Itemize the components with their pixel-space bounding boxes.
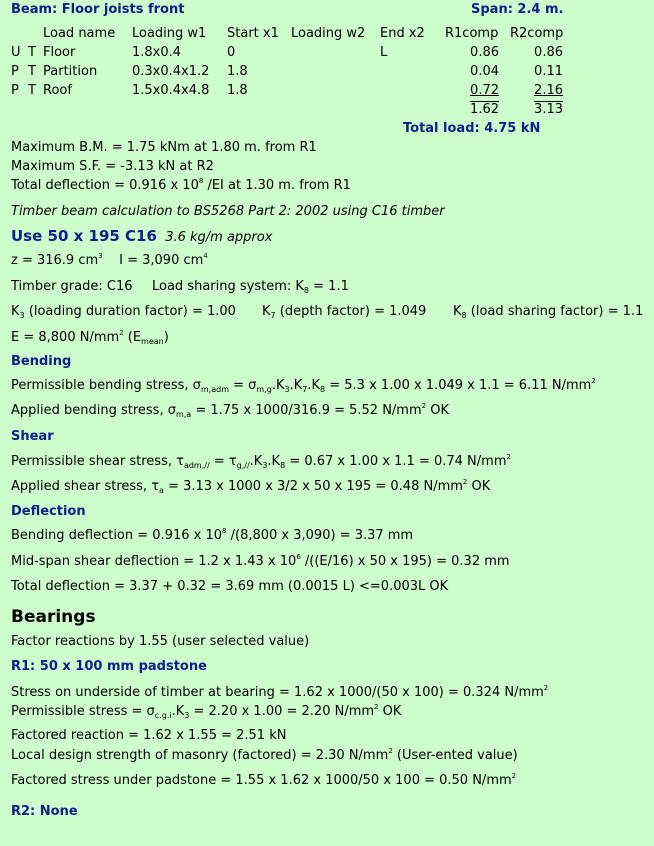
bending-deflection: Bending deflection = 0.916 x $10^8$ /(8,800 x 3,090) = 3.37 mm bbox=[11, 527, 414, 543]
total-r2: 3.13 bbox=[534, 102, 563, 117]
row-r1comp: 0.04 bbox=[470, 64, 499, 79]
timber-grade: Timber grade: C16 bbox=[11, 279, 133, 294]
factored-stress-padstone: Factored stress under padstone = 1.55 x 1.62 x 1000/50 x 100 = 0.50 $N/mm^2$ bbox=[11, 772, 517, 788]
use-section: Use 50 x 195 C16 3.6 kg/m approx bbox=[11, 227, 273, 245]
row-flag-2: T bbox=[28, 45, 36, 60]
col-header-end-x2: End x2 bbox=[380, 26, 425, 41]
row-load-name: Floor bbox=[43, 45, 76, 60]
applied-shear-stress: Applied shear stress, $\tau_a = 3.13$ x 1000 x 3/2 x 50 x 195 = 0.48 $N/mm^2$ OK bbox=[11, 478, 491, 495]
row-end-x2: L bbox=[380, 45, 388, 60]
beam-title: Beam: Floor joists front bbox=[11, 2, 185, 17]
section-properties: z = 316.9 $cm^3$ I = 3,090 $cm^4$ bbox=[11, 252, 208, 268]
k7-factor: $K_7$ (depth factor) = 1.049 bbox=[262, 304, 427, 320]
total-load: Total load: 4.75 kN bbox=[403, 121, 541, 136]
shear-deflection: Mid-span shear deflection = 1.2 x 1.43 x $10^6$ /((E/16) x 50 x 195) = 0.32 mm bbox=[11, 553, 510, 569]
row-flag-1: U bbox=[11, 45, 21, 60]
col-header-load-name: Load name bbox=[43, 26, 116, 41]
row-r1comp: 0.86 bbox=[470, 45, 499, 60]
max-bending-moment: Maximum B.M. = 1.75 kNm at 1.80 m. from R1 bbox=[11, 140, 317, 155]
row-load-name: Roof bbox=[43, 83, 72, 98]
row-start-x1: 1.8 bbox=[227, 64, 248, 79]
row-loading-w1: 1.5x0.4x4.8 bbox=[132, 83, 210, 98]
total-r1: 1.62 bbox=[470, 102, 499, 117]
factored-reaction: Factored reaction = 1.62 x 1.55 = 2.51 kN bbox=[11, 728, 287, 743]
bending-heading: Bending bbox=[11, 354, 72, 369]
factor-reactions: Factor reactions by 1.55 (user selected value) bbox=[11, 634, 310, 649]
permissible-shear-stress: Permissible shear stress, $\tau_{adm,//} = \tau_{g,//}.K_3.K_8 = 0.67$ x 1.00 x 1.1 = 0.74 $N/mm^2$ bbox=[11, 453, 511, 470]
row-flag-1: P bbox=[11, 64, 19, 79]
permissible-bearing-stress: Permissible stress = $\sigma_{c.g.i}.K_3 = 2.20$ x 1.00 = 2.20 $N/mm^2$ OK bbox=[11, 703, 402, 720]
col-header-start-x1: Start x1 bbox=[227, 26, 279, 41]
r1-padstone-heading: R1: 50 x 100 mm padstone bbox=[11, 659, 207, 674]
row-loading-w1: 0.3x0.4x1.2 bbox=[132, 64, 210, 79]
stress-underside-timber: Stress on underside of timber at bearing = 1.62 x 1000/(50 x 100) = 0.324 $N/mm^2$ bbox=[11, 684, 549, 700]
max-shear-force: Maximum S.F. = -3.13 kN at R2 bbox=[11, 159, 214, 174]
shear-heading: Shear bbox=[11, 429, 54, 444]
calc-title: Timber beam calculation to BS5268 Part 2: 2002 using C16 timber bbox=[11, 204, 445, 219]
r2-heading: R2: None bbox=[11, 804, 78, 819]
row-start-x1: 1.8 bbox=[227, 83, 248, 98]
span-label: Span: 2.4 m. bbox=[471, 2, 564, 17]
applied-bending-stress: Applied bending stress, $\sigma_{m,a} = 1.75$ x 1000/316.9 = 5.52 $N/mm^2$ OK bbox=[11, 402, 449, 419]
k8-factor: $K_8$ (load sharing factor) = 1.1 bbox=[453, 304, 644, 320]
row-flag-1: P bbox=[11, 83, 19, 98]
row-r2comp: 2.16 bbox=[534, 83, 563, 98]
row-start-x1: 0 bbox=[227, 45, 236, 60]
load-sharing-system: Load sharing system: $K_8 = 1.1$ bbox=[152, 279, 349, 295]
row-load-name: Partition bbox=[43, 64, 98, 79]
total-deflection-check: Total deflection = 3.37 + 0.32 = 3.69 mm (0.0015 L) <=0.003L OK bbox=[11, 579, 449, 594]
col-header-loading-w1: Loading w1 bbox=[132, 26, 207, 41]
row-loading-w1: 1.8x0.4 bbox=[132, 45, 182, 60]
row-flag-2: T bbox=[28, 83, 36, 98]
col-header-loading-w2: Loading w2 bbox=[291, 26, 366, 41]
row-r2comp: 0.11 bbox=[534, 64, 563, 79]
row-r2comp: 0.86 bbox=[534, 45, 563, 60]
col-header-r1comp: R1comp bbox=[445, 26, 499, 41]
col-header-r2comp: R2comp bbox=[510, 26, 564, 41]
k3-factor: $K_3$ (loading duration factor) = 1.00 bbox=[11, 304, 236, 320]
bearings-heading: Bearings bbox=[11, 607, 96, 627]
deflection-heading: Deflection bbox=[11, 504, 86, 519]
row-flag-2: T bbox=[28, 64, 36, 79]
modulus-e: E = 8,800 $N/mm^2$ $(E_{mean})$ bbox=[11, 329, 169, 346]
masonry-strength: Local design strength of masonry (factored) = 2.30 $N/mm^2$ (User-ented value) bbox=[11, 747, 518, 763]
total-deflection-result: Total deflection = 0.916 x $10^8$ /EI at 1.30 m. from R1 bbox=[11, 177, 351, 193]
row-r1comp: 0.72 bbox=[470, 83, 499, 98]
permissible-bending-stress: Permissible bending stress, $\sigma_{m,adm} = \sigma_{m,g}.K_3.K_7.K_8 = 5.3$ x 1.00 x 1.049 x 1.1 = 6.11 $N/mm^2$ bbox=[11, 377, 596, 394]
